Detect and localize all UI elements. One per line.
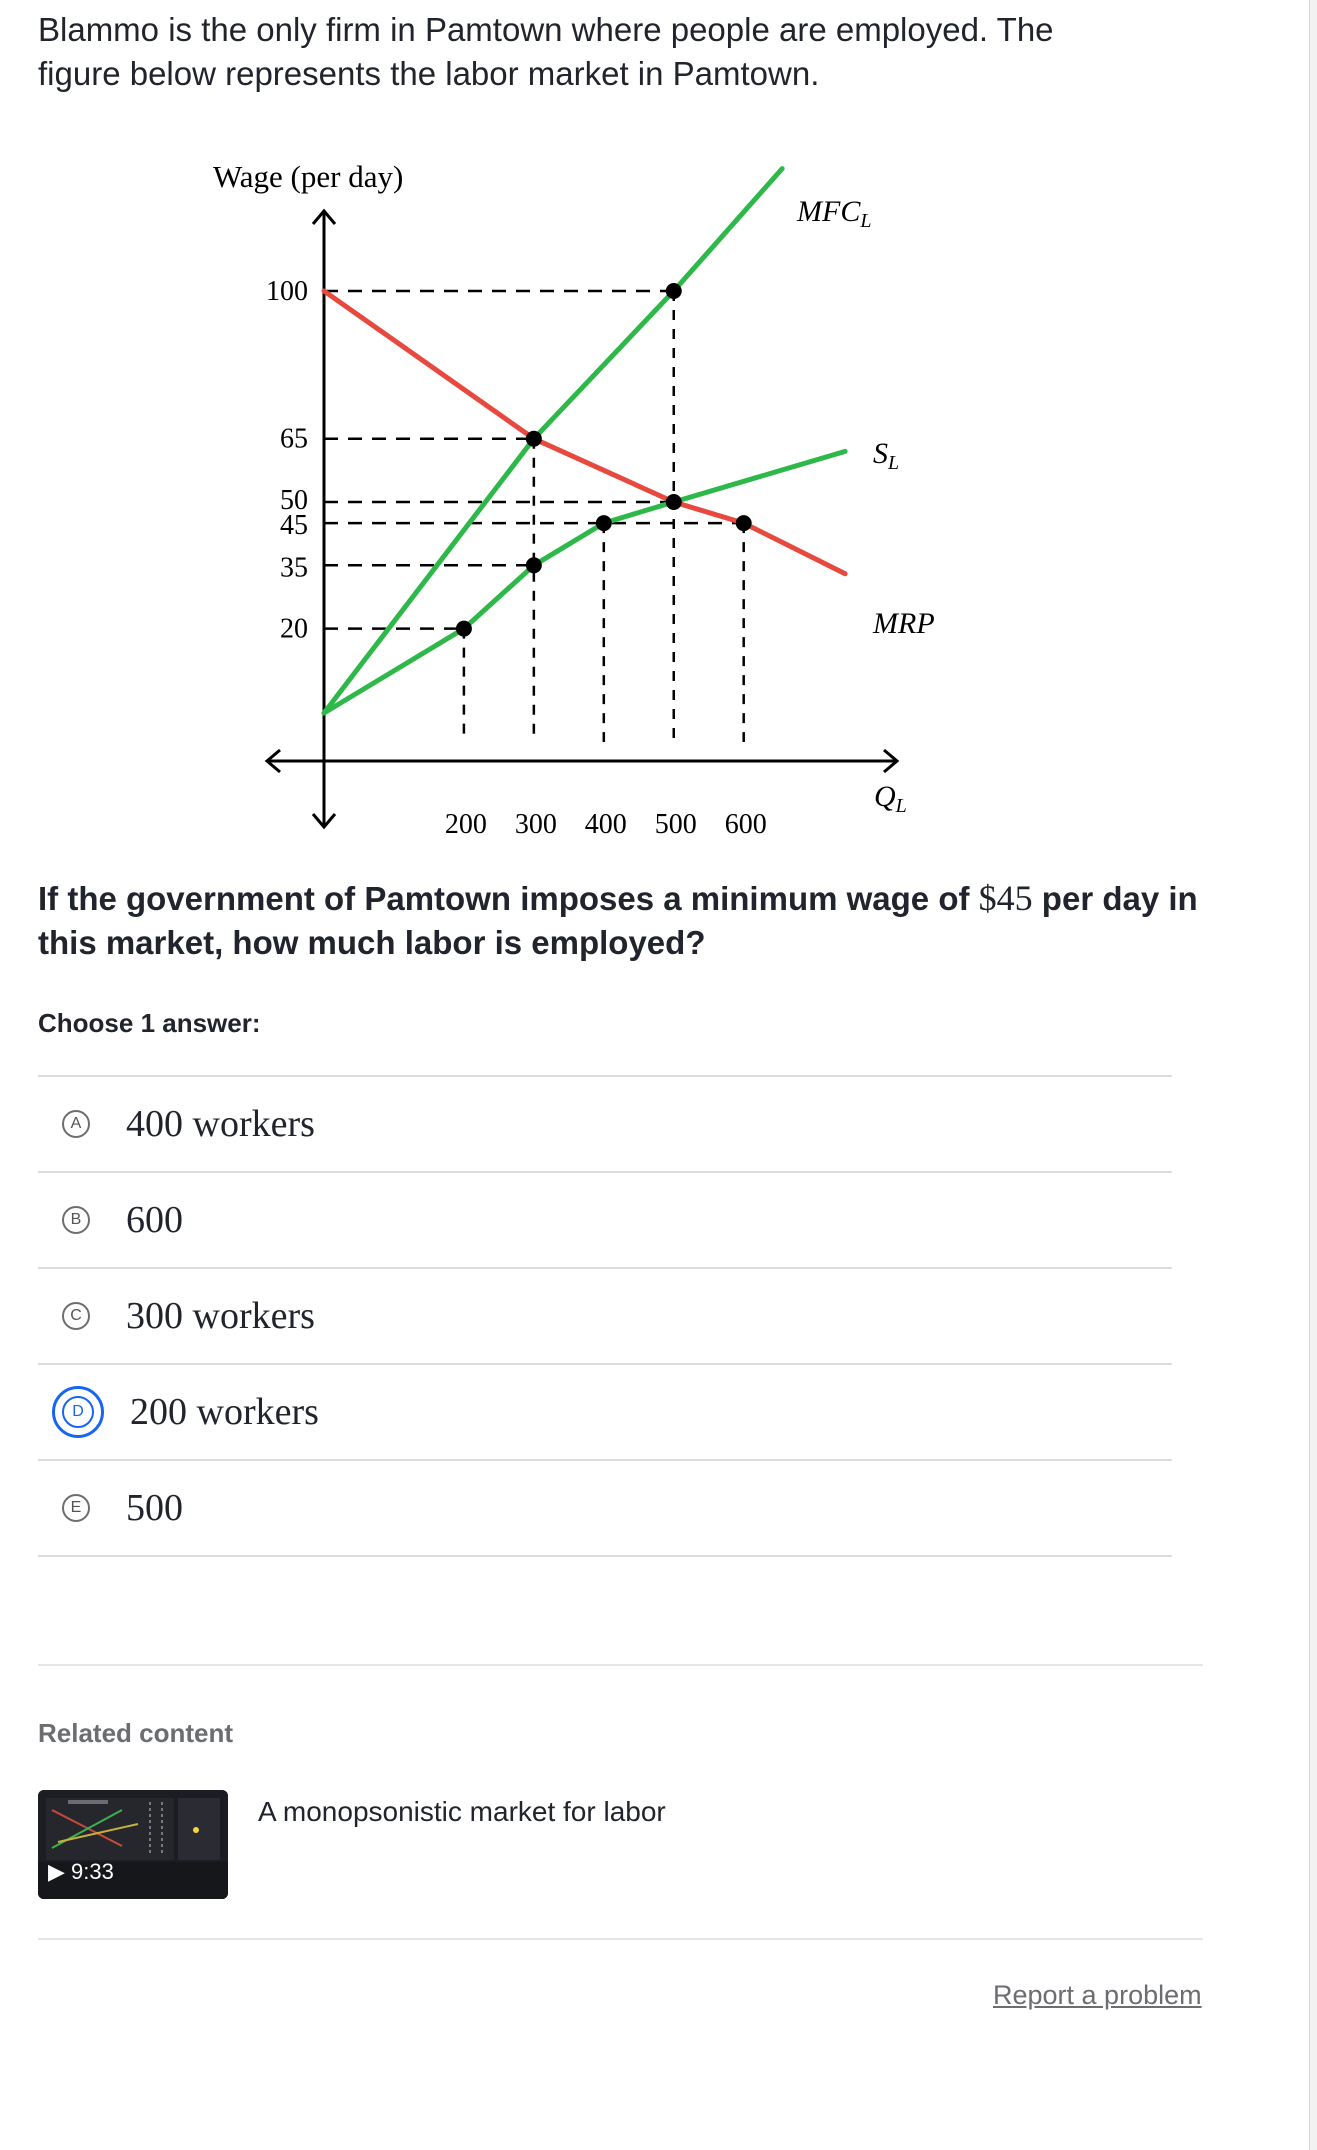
chart-text-labels: [213, 159, 935, 817]
x-tick-300: 300: [514, 809, 557, 840]
mrp-curve-label: MRP: [873, 607, 935, 640]
chart-axes: [267, 211, 900, 827]
question-text: [38, 876, 1208, 965]
section-divider: [38, 1664, 1203, 1666]
y-tick-45: 45: [280, 510, 308, 542]
chart-curves: [324, 169, 845, 713]
point-500-100: [666, 283, 682, 299]
x-tick-200: 200: [444, 809, 487, 840]
point-200-20: [456, 621, 472, 637]
choice-a[interactable]: [38, 1077, 1172, 1173]
report-problem-link[interactable]: Report a problem: [993, 1980, 1202, 2010]
point-300-65: [526, 431, 542, 447]
y-tick-100: 100: [266, 276, 308, 307]
footer-divider: [38, 1938, 1203, 1940]
chart-tick-labels: [266, 276, 767, 840]
choice-e[interactable]: [38, 1461, 1172, 1557]
choice-c-bubble[interactable]: C: [62, 1302, 90, 1330]
play-icon: ▶: [48, 1859, 65, 1884]
related-video-title[interactable]: A monopsonistic market for labor: [258, 1796, 666, 1827]
answer-choices: [38, 1075, 1172, 1557]
mfc-curve: [324, 169, 782, 713]
minimum-wage-amount: $45: [978, 878, 1033, 918]
choice-a-text: 400 workers: [126, 1103, 315, 1145]
supply-curve-label: $S_L$: [873, 437, 900, 474]
choice-c-text: 300 workers: [126, 1295, 315, 1337]
y-tick-50: 50: [280, 485, 308, 516]
point-400-45: [596, 515, 612, 531]
x-axis-label: $Q_L$: [874, 780, 907, 817]
point-500-50: [666, 494, 682, 510]
choice-a-bubble[interactable]: A: [62, 1110, 90, 1138]
video-thumbnail[interactable]: [38, 1790, 228, 1899]
choose-label: Choose 1 answer:: [38, 1008, 261, 1038]
supply-curve: [324, 451, 845, 713]
choice-b[interactable]: [38, 1173, 1172, 1269]
intro-line-2: figure below represents the labor market in Pamtown.: [38, 55, 820, 92]
question-lead: If the government of Pamtown imposes a minimum wage of: [38, 880, 979, 917]
choice-d-bubble-selected[interactable]: [52, 1386, 104, 1438]
point-300-35: [526, 557, 542, 573]
x-tick-600: 600: [724, 809, 767, 840]
y-tick-65: 65: [280, 423, 308, 455]
x-tick-500: 500: [654, 809, 697, 840]
choice-e-bubble[interactable]: E: [62, 1494, 90, 1522]
choice-c[interactable]: [38, 1269, 1172, 1365]
choice-b-text: 600: [126, 1199, 183, 1241]
choice-d-letter: D: [62, 1396, 94, 1428]
choice-d-text: 200 workers: [130, 1391, 319, 1433]
choice-e-text: 500: [126, 1487, 183, 1529]
video-duration: [48, 1859, 114, 1885]
mrp-curve: [324, 291, 845, 574]
choice-b-bubble[interactable]: B: [62, 1206, 90, 1234]
mfc-curve-label: $MFC_L$: [797, 195, 872, 232]
related-content-label: Related content: [38, 1718, 234, 1748]
question-tail: per day in this market, how much labor is employed?: [38, 880, 1198, 961]
y-tick-20: 20: [280, 613, 308, 645]
point-600-45: [736, 515, 752, 531]
choice-d[interactable]: [38, 1365, 1172, 1461]
y-axis-label: Wage (per day): [213, 159, 404, 194]
intro-line-1: Blammo is the only firm in Pamtown where people are employed. The: [38, 11, 1054, 48]
x-tick-400: 400: [584, 809, 627, 840]
video-duration-text: 9:33: [71, 1859, 114, 1884]
y-tick-35: 35: [280, 552, 308, 584]
